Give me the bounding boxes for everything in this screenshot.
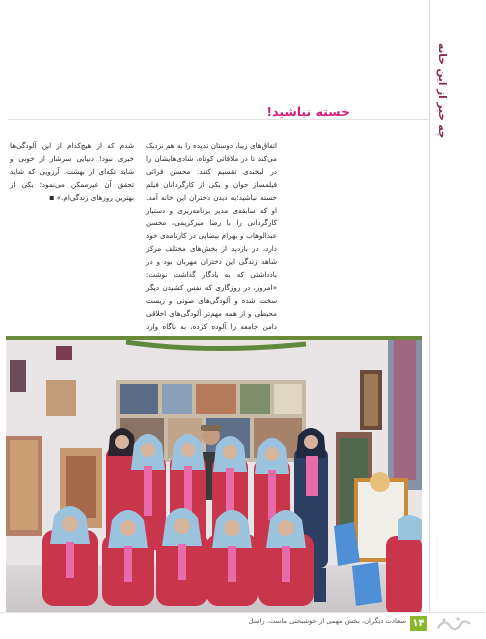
sidebar-watermark-text: — — — — — — — — (434, 536, 441, 598)
group-photo (6, 336, 422, 616)
sidebar-divider (429, 0, 430, 612)
magazine-logo (434, 616, 474, 632)
article-title: خسته نباشید! (260, 104, 356, 119)
logo-icon (434, 616, 474, 632)
article-column-left: شدم که از هیچ‌کدام از این آلودگی‌ها خبری نبود! دنیایی سرشار از خوبی و شاید تکه‌ای از بهشت. آرزویی که شاید تحقق آن غیرممکن می‌نمود؛ یکی از بهترین روزهای زندگی‌ام.» ◾ (10, 141, 134, 202)
footer-caption: سعادت دیگران، بخش مهمی از خوشبختی ماست. راسل (248, 617, 406, 625)
heading-rule (8, 119, 430, 120)
section-title: چه خبر از این خانه (436, 42, 448, 138)
article-column-right: اتفاق‌های زیبا، دوستان ندیده را به هم نزدیک می‌کند تا در ملاقاتی کوتاه، شادی‌هایشان را در لبخندی تقسیم کنند. محسن قرائی فیلمساز جوان و یکی از کارگردانان فیلم خسته نباشید؛به دیدن دختران این خانه آمد. او که سابقه‌ی مدیر برنامه‌ریزی و دستیار کارگردانی را با رضا میرکریمی، محسن عبدالوهاب و بهرام بیضایی در کارنامه‌ی خود دارد، در بازدید از بخش‌های مختلف مرکز شاهد زندگی این دختران مهربان بود و در یادداشتی که به یادگار گذاشت نوشت: «امروز، در روزگاری که نفس کشیدن دیگر سخت شده و آلودگی‌های صوتی و زیست محیطی و از همه مهم‌تر آلودگی‌های اخلاقی دامن جامعه را آلوده کرده، به ناگاه وارد (146, 141, 277, 331)
article-heading (0, 104, 430, 128)
group-photo-illustration (6, 340, 422, 616)
page-number: ۱۴ (410, 616, 427, 631)
